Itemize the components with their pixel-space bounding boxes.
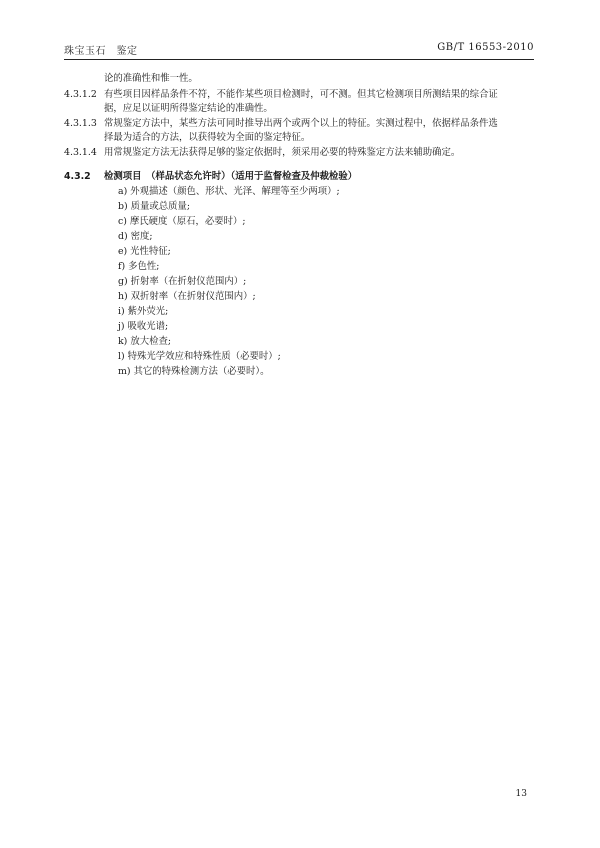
list-item: a) 外观描述（颜色、形状、光泽、解理等至少两项）; [118, 186, 340, 197]
list-item: b) 质量或总质量; [118, 201, 191, 212]
list-item: j) 吸收光谱; [118, 321, 169, 332]
clause-4-3-1-3-line2: 择最为适合的方法，以获得较为全面的鉴定特征。 [104, 132, 311, 143]
list-item: f) 多色性; [118, 261, 160, 272]
list-item: l) 特殊光学效应和特殊性质（必要时）; [118, 351, 281, 362]
clause-4-3-1-3-line1: 常规鉴定方法中，某些方法可同时推导出两个或两个以上的特征。实测过程中，依据样品条件选 [104, 118, 498, 129]
list-item: g) 折射率（在折射仪范围内）; [118, 276, 247, 287]
clause-4-3-1-2-number: 4.3.1.2 [64, 89, 97, 100]
list-item: d) 密度; [118, 231, 153, 242]
list-item: i) 紫外荧光; [118, 306, 169, 317]
list-item: c) 摩氏硬度（原石，必要时）; [118, 216, 246, 227]
page-number: 13 [515, 789, 527, 799]
clause-4-3-1-2-line2: 据，应足以证明所得鉴定结论的准确性。 [104, 103, 273, 114]
page-header-right: GB/T 16553-2010 [437, 42, 534, 53]
header-rule [64, 59, 534, 60]
clause-4-3-1-4-number: 4.3.1.4 [64, 147, 97, 158]
clause-4-3-1-4-line1: 用常规鉴定方法无法获得足够的鉴定依据时，须采用必要的特殊鉴定方法来辅助确定。 [104, 147, 461, 158]
clause-4-3-1-2-line1: 有些项目因样品条件不符，不能作某些项目检测时，可不测。但其它检测项目所测结果的综合证 [104, 89, 498, 100]
section-4-3-2-title: 检测项目 （样品状态允许时）（适用于监督检查及仲裁检验） [104, 171, 358, 182]
page-header-left: 珠宝玉石 鉴定 [64, 46, 138, 57]
list-item: m) 其它的特殊检测方法（必要时）。 [118, 366, 270, 377]
clause-4-3-1-3-number: 4.3.1.3 [64, 118, 97, 129]
list-item: e) 光性特征; [118, 246, 171, 257]
continuation-text: 论的准确性和惟一性。 [104, 73, 198, 84]
list-item: h) 双折射率（在折射仪范围内）; [118, 291, 256, 302]
section-4-3-2-number: 4.3.2 [64, 171, 91, 182]
list-item: k) 放大检查; [118, 336, 171, 347]
